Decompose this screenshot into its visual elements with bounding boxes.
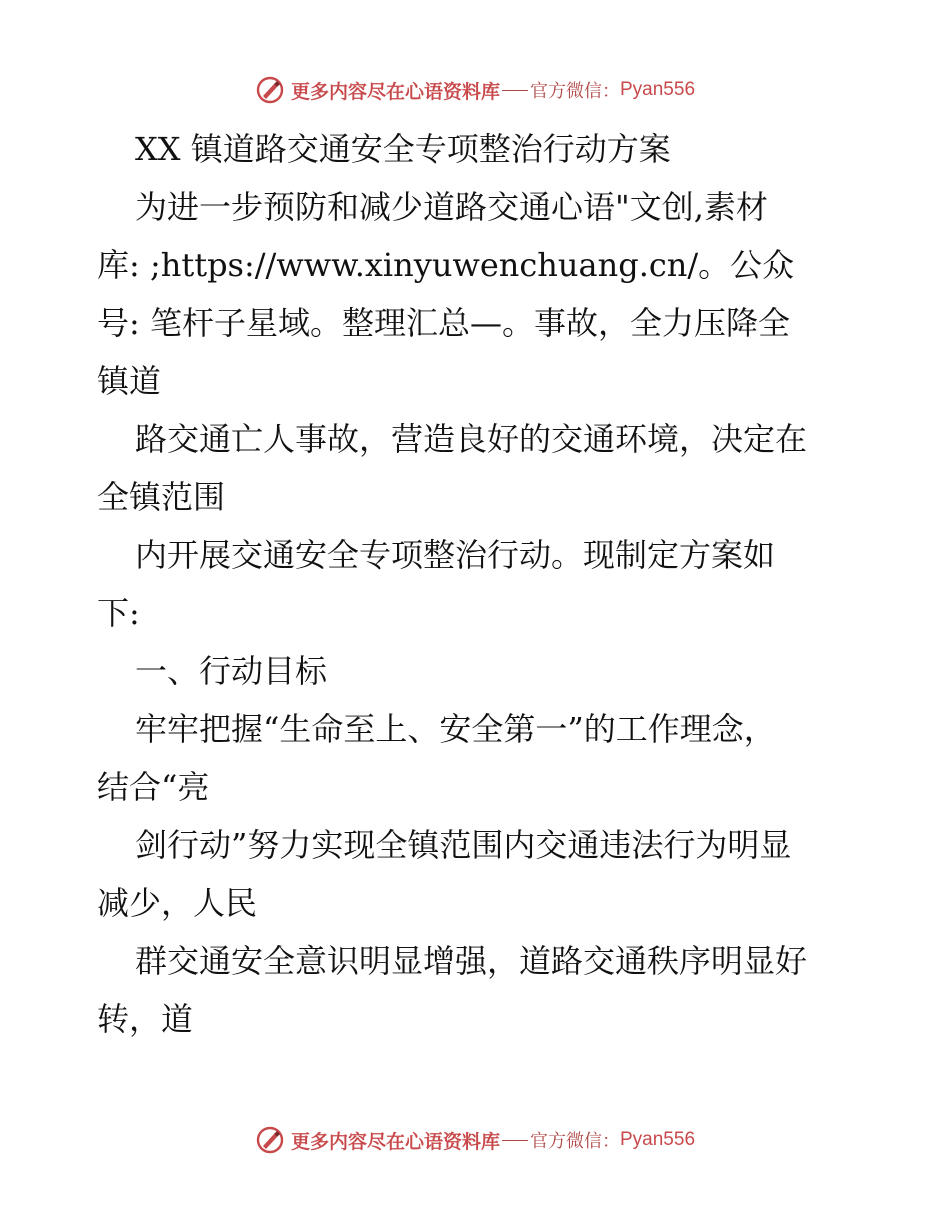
- doc-line: 内开展交通安全专项整治行动。现制定方案如: [135, 536, 776, 574]
- watermark-handle: Pyan556: [620, 79, 696, 100]
- doc-line: 号: 笔杆子星域。整理汇总—。事故，全力压降全: [97, 304, 790, 342]
- doc-line: 减少，人民: [97, 884, 258, 922]
- watermark-official: 官方微信：: [530, 1131, 620, 1152]
- header-watermark: [0, 70, 950, 110]
- doc-line: 下:: [97, 594, 140, 632]
- watermark-dash: [502, 90, 528, 91]
- watermark-brand: 更多内容尽在心语资料库: [290, 1130, 500, 1153]
- watermark-dash: [502, 1140, 528, 1141]
- doc-line: 路交通亡人事故，营造良好的交通环境，决定在: [135, 420, 808, 458]
- doc-line: 转，道: [97, 1000, 194, 1038]
- watermark-brand: 更多内容尽在心语资料库: [290, 80, 500, 103]
- section-heading: 一、行动目标: [135, 652, 328, 690]
- footer-watermark: [0, 1120, 950, 1160]
- doc-title: XX 镇道路交通安全专项整治行动方案: [135, 130, 671, 168]
- document-body: [97, 120, 857, 1048]
- watermark-official: 官方微信：: [530, 81, 620, 102]
- pen-logo-icon: [255, 1125, 285, 1155]
- doc-line: 库: ;https://www.xinyuwenchuang.cn/。公众: [97, 246, 795, 284]
- doc-line: 全镇范围: [97, 478, 226, 516]
- doc-line: 结合“亮: [97, 768, 210, 806]
- pen-logo-icon: [255, 75, 285, 105]
- watermark-handle: Pyan556: [620, 1129, 696, 1150]
- doc-line: 剑行动”努力实现全镇范围内交通违法行为明显: [135, 826, 792, 864]
- doc-line: 镇道: [97, 362, 162, 400]
- doc-line: 群交通安全意识明显增强，道路交通秩序明显好: [135, 942, 808, 980]
- doc-line: 牢牢把握“生命至上、安全第一”的工作理念，: [135, 710, 776, 748]
- doc-line: 为进一步预防和减少道路交通心语"文创,素材: [135, 188, 768, 226]
